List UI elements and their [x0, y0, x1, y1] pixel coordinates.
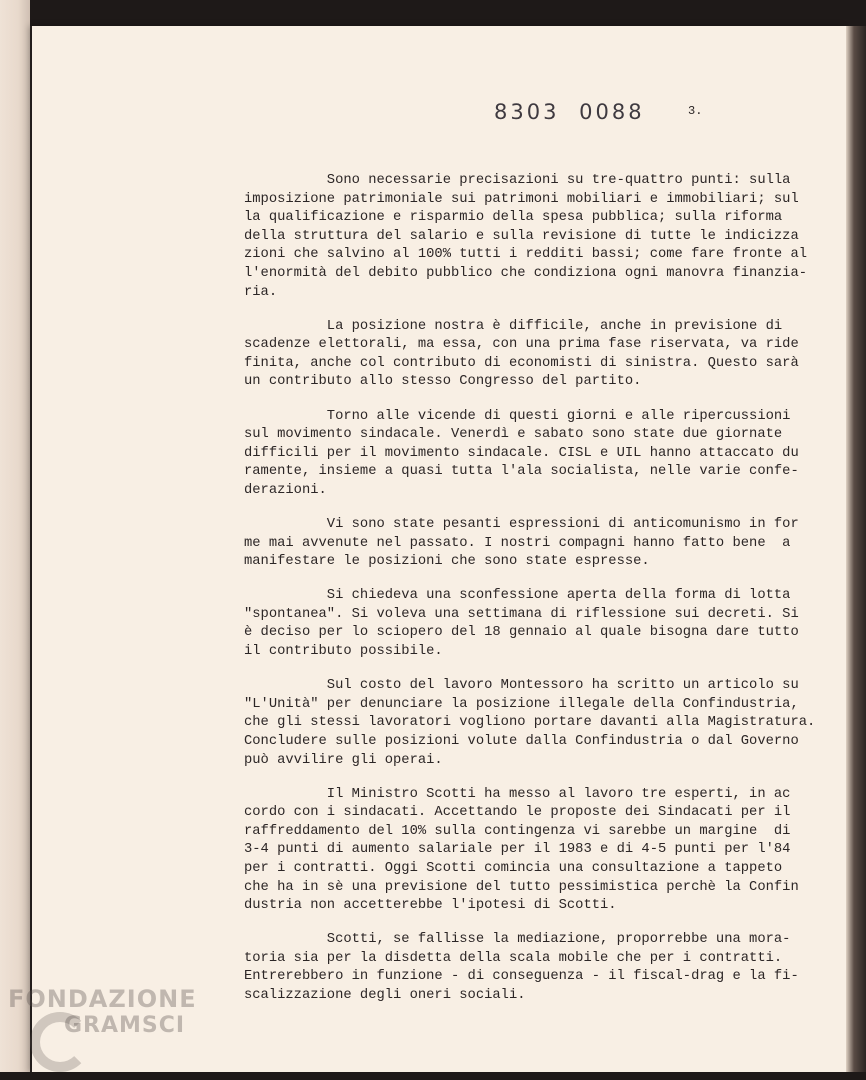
paragraph-7: Il Ministro Scotti ha messo al lavoro tre esperti, in ac cordo con i sindacati. Accettando le proposte dei Sindacati per il raffreddamento del 10% sulla contingenza vi sarebbe un margine di 3-4 punti di aumento salariale per il 1983 e di 4-5 punti per l'84 per i contratti. Oggi Scotti comincia una consultazione a tappeto che ha in sè una previsione del tutto pessimistica perchè la Confin dustria non accetterebbe l'ipotesi di Scotti. [244, 786, 799, 914]
watermark-line-2: GRAMSCI [64, 1013, 186, 1038]
fondazione-gramsci-watermark [8, 985, 197, 1038]
document-body [244, 172, 816, 1021]
archive-number-stamp: 8303 0088 [494, 100, 645, 124]
page-edge-shadow [846, 26, 866, 1080]
watermark-line-1: FONDAZIONE [8, 985, 197, 1013]
page-number: 3. [688, 104, 703, 118]
paragraph-3: Torno alle vicende di questi giorni e alle ripercussioni sul movimento sindacale. Venerdì e sabato sono state due giornate difficili per il movimento sindacale. CISL e UIL hanno attaccato du ramente, insieme a quasi tutta l'ala socialista, nelle varie confe- derazioni. [244, 408, 799, 498]
binder-spine [0, 0, 30, 1080]
paragraph-8: Scotti, se fallisse la mediazione, proporrebbe una mora- toria sia per la disdetta della scala mobile che per i contratti. Entrerebbero in funzione - di conseguenza - il fiscal-drag e la fi- scalizzazione degli oneri sociali. [244, 932, 799, 1004]
paragraph-6: Sul costo del lavoro Montessoro ha scritto un articolo su "L'Unità" per denunciare la posizione illegale della Confindustria, che gli stessi lavoratori vogliono portare davanti alla Magistratura. Concludere sulle posizioni volute dalla Confindustria o dal Governo può avvilire gli operai. [244, 678, 816, 768]
paragraph-2: La posizione nostra è difficile, anche in previsione di scadenze elettorali, ma essa, con una prima fase riservata, va ride finita, anche col contributo di economisti di sinistra. Questo sarà un contributo allo stesso Congresso del partito. [244, 318, 799, 390]
paragraph-4: Vi sono state pesanti espressioni di anticomunismo in for me mai avvenute nel passato. I nostri compagni hanno fatto bene a manifestare le posizioni che sono state espresse. [244, 517, 799, 570]
scan-top-border [0, 0, 866, 26]
scan-bottom-border [0, 1072, 866, 1080]
paragraph-5: Si chiedeva una sconfessione aperta della forma di lotta "spontanea". Si voleva una settimana di riflessione sui decreti. Si è deciso per lo sciopero del 18 gennaio al quale bisogna dare tutto il contributo possibile. [244, 588, 799, 660]
paragraph-1: Sono necessarie precisazioni su tre-quattro punti: sulla imposizione patrimoniale sui patrimoni mobiliari e immobiliari; sul la qualificazione e risparmio della spesa pubblica; sulla riforma della struttura del salario e sulla revisione di tutte le indicizza zioni che salvino al 100% tutti i redditi bassi; come fare fronte al l'enormità del debito pubblico che condiziona ogni manovra finanzia- ria. [244, 173, 808, 300]
